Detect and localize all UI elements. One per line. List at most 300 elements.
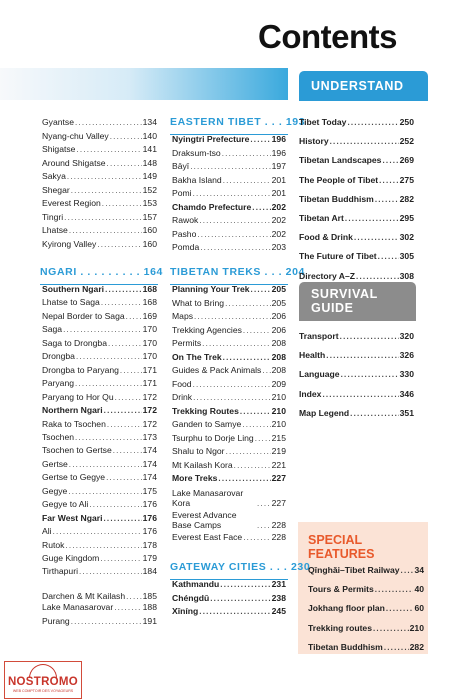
toc-entry-page: 206 [271, 311, 286, 321]
toc-entry-label: Kyirong Valley [42, 238, 97, 249]
toc-entry-label: Tibetan Landscapes [299, 155, 382, 166]
toc-entry-label: Southern Ngari [42, 284, 105, 294]
leader-dots [252, 203, 270, 212]
toc-entry-label: Health [299, 350, 326, 361]
leader-dots [199, 607, 270, 616]
toc-entry-label: Everest Region [42, 198, 101, 208]
header-gradient-bar [0, 68, 288, 100]
leader-dots [382, 156, 398, 165]
toc-entry[interactable] [42, 499, 157, 511]
leader-dots [384, 643, 409, 652]
toc-entry-page: 202 [271, 201, 286, 212]
leader-dots [373, 624, 409, 633]
toc-entry[interactable] [172, 473, 286, 485]
gateway-cities-heading[interactable]: GATEWAY CITIES . . . 230 [170, 561, 288, 580]
toc-entry-label: Nepal Border to Saga [42, 310, 125, 321]
toc-entry[interactable] [299, 389, 414, 401]
leader-dots [347, 118, 398, 127]
toc-entry[interactable] [299, 194, 414, 206]
toc-entry-label: Chéngdū [172, 592, 210, 603]
leader-dots [226, 447, 271, 456]
leader-dots [240, 407, 271, 416]
toc-entry[interactable] [172, 298, 286, 310]
leader-dots [193, 380, 271, 389]
toc-entry[interactable] [299, 331, 414, 343]
leader-dots [378, 252, 399, 261]
toc-entry[interactable] [299, 251, 414, 263]
toc-entry-label: Pomda [172, 242, 200, 252]
leader-dots [101, 298, 142, 307]
leader-dots [223, 353, 271, 362]
leader-dots [126, 312, 142, 321]
toc-entry-page: 205 [271, 284, 286, 294]
toc-entry-page: 172 [142, 418, 157, 429]
toc-entry-page: 157 [142, 211, 157, 222]
leader-dots [104, 406, 142, 415]
leader-dots [354, 233, 399, 242]
logo-tagline: WEB COMPTOIR DES VOYAGEURS [12, 689, 74, 693]
toc-entry[interactable] [172, 446, 286, 458]
toc-entry-label: Bakha Island [172, 174, 222, 185]
eastern-tibet-heading[interactable]: EASTERN TIBET . . . 193 [170, 116, 288, 135]
toc-entry[interactable] [172, 161, 286, 173]
toc-entry-page: 141 [142, 144, 157, 154]
toc-entry[interactable] [172, 202, 286, 214]
toc-entry-label: Saga [42, 324, 63, 335]
toc-entry-page: 202 [271, 215, 286, 225]
toc-entry[interactable] [299, 369, 414, 381]
toc-entry-label: Bāyī [172, 161, 190, 171]
toc-entry-page: 152 [142, 184, 157, 195]
toc-entry-page: 215 [271, 432, 286, 443]
toc-entry[interactable] [42, 351, 157, 363]
leader-dots [69, 226, 142, 235]
toc-entry-page: 173 [142, 431, 157, 442]
toc-entry-page: 208 [271, 338, 286, 348]
leader-dots [108, 339, 142, 348]
toc-entry[interactable] [308, 603, 424, 615]
toc-entry[interactable] [172, 379, 286, 391]
toc-entry-page: 179 [142, 553, 157, 563]
toc-entry-page: 245 [271, 606, 286, 616]
toc-entry[interactable] [42, 445, 157, 457]
toc-entry[interactable] [172, 311, 286, 323]
leader-dots [65, 541, 141, 550]
toc-entry[interactable] [42, 472, 157, 484]
toc-entry[interactable] [308, 623, 424, 635]
toc-entry-label: Guge Kingdom [42, 553, 100, 563]
toc-entry[interactable] [308, 565, 424, 577]
toc-entry[interactable] [42, 405, 157, 417]
leader-dots [107, 420, 142, 429]
leader-dots [104, 514, 142, 523]
toc-entry-page: 210 [271, 392, 286, 402]
toc-entry[interactable] [172, 352, 286, 364]
toc-entry-label: Ali [42, 526, 52, 537]
toc-entry-page: 153 [142, 198, 157, 208]
leader-dots [194, 312, 271, 321]
toc-entry-page: 174 [142, 445, 157, 456]
toc-entry[interactable] [172, 148, 286, 160]
toc-entry-page: 326 [399, 350, 414, 361]
leader-dots [356, 272, 399, 281]
toc-entry-page: 171 [142, 364, 157, 375]
leader-dots [243, 533, 270, 542]
page-title: Contents [258, 18, 397, 55]
toc-entry-page: 219 [271, 446, 286, 456]
toc-entry[interactable] [42, 419, 157, 431]
leader-dots [220, 580, 270, 589]
toc-entry[interactable] [42, 526, 157, 538]
toc-entry-page: 231 [271, 579, 286, 589]
toc-entry-label: Tibetan Buddhism [308, 641, 383, 652]
leader-dots [341, 370, 399, 379]
toc-entry-label: Tingri [42, 211, 64, 222]
toc-entry[interactable] [172, 325, 286, 337]
toc-entry-label: Mt Kailash Kora [172, 459, 233, 470]
toc-entry-page: 201 [271, 188, 286, 198]
toc-entry-label: Trekking routes [308, 622, 372, 633]
toc-entry-label: Raka to Tsochen [42, 418, 106, 429]
toc-entry-label: Kathmandu [172, 579, 220, 589]
toc-entry-page: 227 [271, 473, 286, 483]
toc-entry-page: 295 [399, 213, 414, 223]
toc-entry-label: More Treks [172, 473, 218, 483]
toc-entry-page: 238 [271, 592, 286, 603]
toc-entry[interactable] [299, 408, 414, 420]
toc-entry-page: 346 [399, 388, 414, 399]
toc-entry-label: Ganden to Samye [172, 419, 242, 429]
toc-entry-label: Tibetan Art [299, 213, 344, 223]
toc-entry-label: Gegye to Ali [42, 499, 89, 510]
leader-dots [345, 214, 399, 223]
toc-entry-label: Xīníng [172, 606, 199, 616]
toc-entry-page: 201 [271, 174, 286, 185]
toc-entry[interactable] [299, 350, 414, 362]
toc-entry-page: 250 [399, 117, 414, 127]
toc-entry-label: What to Bring [172, 297, 225, 308]
survival-heading-line2: GUIDE [311, 301, 354, 315]
toc-entry-label: Jokhang floor plan [308, 603, 385, 614]
toc-entry-page: 210 [409, 622, 424, 633]
toc-entry-page: 174 [142, 472, 157, 483]
toc-entry[interactable] [42, 486, 157, 498]
leader-dots [113, 446, 142, 455]
toc-entry-label: The People of Tibet [299, 174, 379, 185]
toc-entry[interactable] [299, 213, 414, 225]
toc-entry[interactable] [42, 459, 157, 471]
toc-entry-label: Drink [172, 392, 193, 402]
toc-entry-page: 149 [142, 171, 157, 181]
toc-entry[interactable] [42, 616, 157, 628]
toc-entry-label: Gyantse [42, 117, 75, 127]
toc-entry[interactable] [172, 532, 286, 544]
toc-entry[interactable] [172, 508, 286, 530]
toc-entry-label: Lake Manasarovar [42, 602, 114, 613]
toc-entry-label: Pomi [172, 188, 192, 198]
leader-dots [75, 379, 142, 388]
toc-entry-label: Transport [299, 331, 339, 341]
toc-entry[interactable] [308, 642, 424, 654]
toc-entry-page: 148 [142, 157, 157, 168]
toc-entry-page: 308 [399, 270, 414, 281]
toc-entry-page: 210 [271, 419, 286, 429]
toc-entry[interactable] [42, 513, 157, 525]
toc-entry[interactable] [42, 432, 157, 444]
leader-dots [222, 149, 271, 158]
leader-dots [257, 499, 271, 508]
toc-entry[interactable] [42, 185, 157, 197]
toc-entry-label: Trekking Routes [172, 405, 239, 416]
toc-entry-page: 227 [271, 497, 286, 508]
toc-entry-label: Food & Drink [299, 232, 353, 243]
toc-entry-page: 172 [142, 405, 157, 416]
toc-entry-page: 206 [271, 324, 286, 335]
leader-dots [225, 299, 271, 308]
toc-entry-label: Rutok [42, 539, 65, 550]
toc-entry[interactable] [42, 297, 157, 309]
understand-banner [299, 71, 428, 101]
toc-entry[interactable] [172, 284, 286, 296]
toc-entry[interactable] [42, 553, 157, 565]
toc-entry-label: Draksum-tso [172, 147, 221, 158]
toc-entry-label: Index [299, 388, 322, 399]
leader-dots [102, 199, 142, 208]
toc-entry-label: Tibet Today [299, 117, 347, 127]
leader-dots [326, 351, 398, 360]
toc-entry[interactable] [172, 606, 286, 618]
toc-entry-page: 134 [142, 117, 157, 127]
toc-entry-page: 210 [271, 405, 286, 416]
toc-entry[interactable] [172, 419, 286, 431]
toc-entry-page: 282 [409, 641, 424, 652]
toc-entry-page: 40 [414, 584, 424, 595]
nostromo-logo [4, 661, 82, 699]
toc-entry-page: 170 [142, 324, 157, 335]
leader-dots [202, 339, 271, 348]
toc-entry[interactable] [42, 198, 157, 210]
toc-entry-page: 269 [399, 155, 414, 166]
toc-entry[interactable] [172, 579, 286, 591]
leader-dots [375, 585, 414, 594]
leader-dots [71, 617, 142, 626]
leader-dots [89, 500, 141, 509]
toc-entry-label: Pasho [172, 228, 197, 239]
toc-entry[interactable] [42, 131, 157, 143]
toc-entry-page: 320 [399, 331, 414, 341]
toc-entry-page: 282 [399, 193, 414, 204]
toc-entry[interactable] [42, 579, 157, 601]
leader-dots [223, 176, 271, 185]
toc-entry[interactable] [172, 338, 286, 350]
toc-entry[interactable] [42, 171, 157, 183]
toc-entry-label: Gertse [42, 458, 68, 469]
leader-dots [330, 137, 399, 146]
toc-entry-page: 252 [399, 136, 414, 147]
toc-entry[interactable] [172, 593, 286, 605]
leader-dots [243, 326, 271, 335]
toc-entry[interactable] [172, 229, 286, 241]
leader-dots [218, 474, 270, 483]
toc-entry[interactable] [299, 175, 414, 187]
toc-entry-page: 228 [271, 531, 286, 542]
toc-entry[interactable] [42, 144, 157, 156]
toc-entry-label: Everest East Face [172, 531, 243, 542]
toc-entry-page: 160 [142, 238, 157, 249]
toc-entry[interactable] [172, 365, 286, 377]
special-heading-line1: SPECIAL [308, 533, 363, 547]
toc-entry[interactable] [42, 158, 157, 170]
toc-entry[interactable] [42, 392, 157, 404]
toc-entry[interactable] [172, 175, 286, 187]
toc-entry-label: Darchen & Mt Kailash [42, 590, 126, 601]
tibetan-treks-heading[interactable]: TIBETAN TREKS . . . 204 [170, 266, 288, 285]
toc-entry[interactable] [42, 311, 157, 323]
toc-entry[interactable] [42, 284, 157, 296]
toc-entry-label: Permits [172, 338, 202, 348]
leader-dots [107, 159, 142, 168]
leader-dots [401, 566, 414, 575]
toc-entry[interactable] [42, 338, 157, 350]
toc-entry[interactable] [42, 365, 157, 377]
toc-entry-page: 275 [399, 174, 414, 185]
leader-dots [255, 434, 271, 443]
toc-entry-label: Purang [42, 615, 70, 626]
toc-entry-page: 205 [271, 297, 286, 308]
toc-entry-page: 169 [142, 310, 157, 321]
special-features-heading [308, 533, 428, 561]
toc-entry-label: Sakya [42, 171, 66, 181]
leader-dots [114, 603, 141, 612]
toc-entry[interactable] [299, 155, 414, 167]
toc-entry[interactable] [299, 136, 414, 148]
toc-entry[interactable] [172, 215, 286, 227]
toc-entry-label: History [299, 136, 329, 147]
leader-dots [100, 554, 141, 563]
toc-entry-label: Paryang to Hor Qu [42, 391, 114, 402]
toc-entry-page: 196 [271, 134, 286, 144]
toc-entry-page: 208 [271, 351, 286, 362]
leader-dots [126, 592, 142, 601]
toc-entry-label: Lhatse [42, 225, 68, 235]
toc-entry-label: Tirthapuri [42, 566, 78, 577]
leader-dots [53, 527, 142, 536]
toc-entry-label: Tsurphu to Dorje Ling [172, 432, 254, 443]
toc-entry-page: 305 [399, 251, 414, 262]
leader-dots [250, 135, 270, 144]
toc-entry[interactable] [42, 378, 157, 390]
toc-entry[interactable] [172, 406, 286, 418]
leader-dots [210, 594, 270, 603]
leader-dots [69, 460, 142, 469]
toc-entry-page: 221 [271, 459, 286, 470]
toc-entry[interactable] [42, 540, 157, 552]
toc-entry-page: 191 [142, 615, 157, 626]
toc-entry-page: 178 [142, 539, 157, 550]
toc-entry-page: 170 [142, 337, 157, 348]
leader-dots [386, 604, 414, 613]
toc-entry[interactable] [42, 212, 157, 224]
toc-entry[interactable] [42, 602, 157, 614]
toc-entry[interactable] [172, 134, 286, 146]
toc-entry[interactable] [42, 225, 157, 237]
toc-entry-label: Shigatse [42, 144, 76, 154]
toc-entry-page: 185 [142, 590, 157, 601]
understand-heading: UNDERSTAND [311, 79, 404, 93]
leader-dots [350, 409, 399, 418]
leader-dots [68, 487, 141, 496]
toc-entry-label: Tours & Permits [308, 584, 374, 595]
leader-dots [197, 230, 270, 239]
toc-entry[interactable] [308, 584, 424, 596]
leader-dots [251, 285, 271, 294]
toc-entry[interactable] [299, 232, 414, 244]
logo-name: NOSTROMO [7, 676, 79, 688]
toc-entry-page: 174 [142, 458, 157, 469]
toc-entry-label: Food [172, 378, 192, 389]
toc-entry[interactable] [172, 392, 286, 404]
leader-dots [234, 461, 271, 470]
toc-entry[interactable] [299, 117, 414, 129]
toc-entry-label: Planning Your Trek [172, 284, 250, 294]
leader-dots [76, 352, 142, 361]
toc-entry[interactable] [172, 433, 286, 445]
leader-dots [75, 433, 142, 442]
toc-entry-label: Chamdo Prefecture [172, 201, 252, 212]
ngari-heading[interactable]: NGARI . . . . . . . . . 164 [40, 266, 158, 285]
survival-heading-line1: SURVIVAL [311, 287, 378, 301]
leader-dots [106, 473, 142, 482]
toc-entry[interactable] [299, 271, 414, 283]
toc-entry-label: Tsochen [42, 431, 75, 442]
leader-dots [257, 521, 271, 530]
toc-entry[interactable] [42, 117, 157, 129]
toc-entry-label: Map Legend [299, 407, 350, 418]
toc-entry-label: Drongba to Paryang [42, 364, 119, 375]
leader-dots [242, 420, 270, 429]
leader-dots [76, 145, 141, 154]
toc-entry-page: 168 [142, 297, 157, 308]
leader-dots [120, 366, 142, 375]
toc-entry[interactable] [172, 242, 286, 254]
toc-entry[interactable] [172, 460, 286, 472]
toc-entry-label: Far West Ngari [42, 512, 103, 523]
toc-entry-label: Paryang [42, 378, 75, 389]
leader-dots [193, 393, 271, 402]
leader-dots [71, 186, 142, 195]
toc-entry-label: Saga to Drongba [42, 337, 107, 348]
toc-entry[interactable] [172, 486, 286, 508]
toc-entry[interactable] [42, 324, 157, 336]
leader-dots [199, 216, 270, 225]
toc-entry[interactable] [42, 566, 157, 578]
toc-entry[interactable] [172, 188, 286, 200]
leader-dots [67, 172, 142, 181]
toc-entry-label: Nyingtri Prefecture [172, 134, 250, 144]
toc-entry[interactable] [42, 239, 157, 251]
toc-entry-label: Language [299, 369, 340, 380]
leader-dots [63, 325, 142, 334]
toc-entry-page: 203 [271, 242, 286, 252]
toc-entry-page: 172 [142, 391, 157, 402]
toc-entry-label: Shalu to Ngor [172, 446, 225, 456]
leader-dots [97, 240, 141, 249]
toc-entry-label: Lhatse to Saga [42, 297, 100, 308]
toc-entry-label: On The Trek [172, 351, 222, 362]
toc-entry-page: 188 [142, 602, 157, 613]
toc-entry-label: Northern Ngari [42, 405, 103, 416]
toc-entry-page: 176 [142, 499, 157, 510]
